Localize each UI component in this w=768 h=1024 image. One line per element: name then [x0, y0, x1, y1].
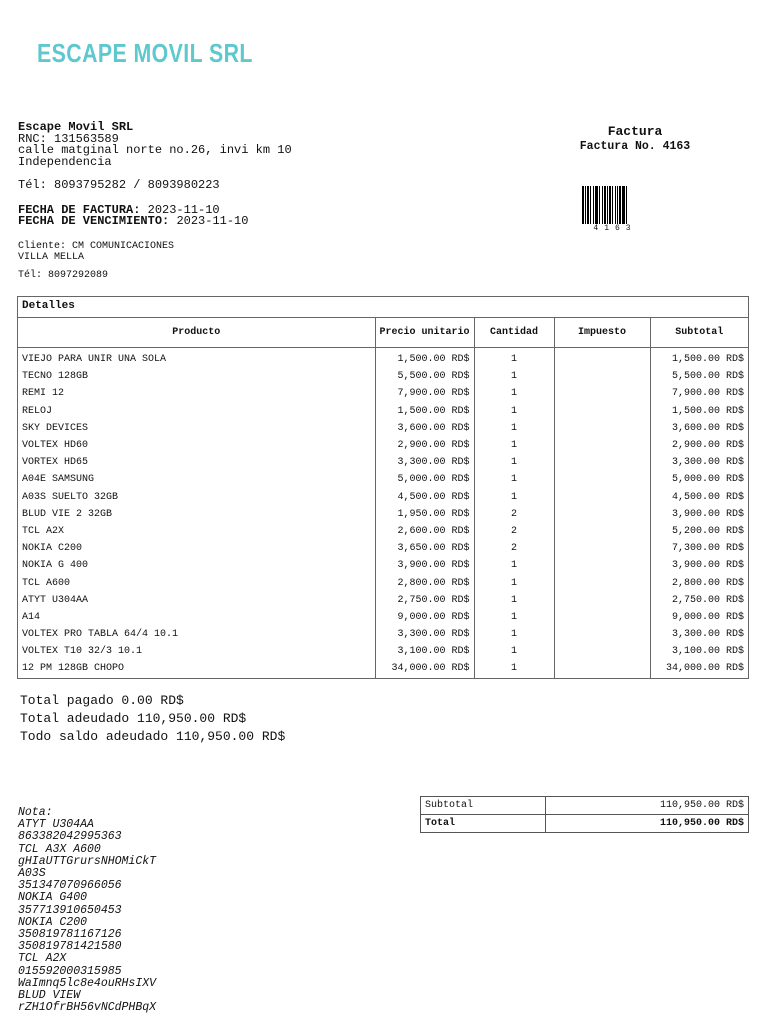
company-address-line1: calle matginal norte no.26, invi km 10	[18, 143, 292, 157]
cell-producto: SKY DEVICES	[18, 420, 375, 437]
cell-subtotal: 34,000.00 RD$	[650, 660, 748, 677]
cell-precio: 3,300.00 RD$	[375, 626, 474, 643]
cell-precio: 2,800.00 RD$	[375, 574, 474, 591]
cell-producto: NOKIA G 400	[18, 557, 375, 574]
cell-precio: 1,950.00 RD$	[375, 506, 474, 523]
client-location: VILLA MELLA	[18, 251, 85, 263]
notes-line: ATYT U304AA	[18, 818, 94, 832]
cell-precio: 1,500.00 RD$	[375, 348, 474, 369]
cell-cantidad: 1	[474, 348, 554, 369]
summary-subtotal-value: 110,950.00 RD$	[545, 797, 748, 815]
table-row	[18, 506, 748, 523]
cell-cantidad: 1	[474, 626, 554, 643]
cell-cantidad: 1	[474, 437, 554, 454]
cell-impuesto	[554, 643, 650, 660]
cell-impuesto	[554, 348, 650, 369]
details-section	[17, 296, 749, 679]
cell-precio: 5,500.00 RD$	[375, 368, 474, 385]
client-phone: Tél: 8097292089	[18, 270, 109, 281]
notes-line: 350819781421580	[18, 940, 122, 954]
summary-subtotal-row	[421, 797, 749, 815]
notes-line: TCL A2X	[18, 952, 67, 966]
cell-impuesto	[554, 660, 650, 677]
cell-impuesto	[554, 437, 650, 454]
cell-cantidad: 1	[474, 385, 554, 402]
cell-precio: 5,000.00 RD$	[375, 471, 474, 488]
company-phone: Tél: 8093795282 / 8093980223	[18, 178, 220, 192]
details-title: Detalles	[18, 297, 748, 318]
cell-precio: 3,600.00 RD$	[375, 420, 474, 437]
cell-cantidad: 1	[474, 403, 554, 420]
cell-subtotal: 1,500.00 RD$	[650, 403, 748, 420]
notes-line: rZH1OfrBH56vNCdPHBqX	[18, 1001, 157, 1015]
table-row	[18, 574, 748, 591]
cell-producto: TCL A600	[18, 574, 375, 591]
table-row	[18, 523, 748, 540]
cell-impuesto	[554, 592, 650, 609]
cell-subtotal: 9,000.00 RD$	[650, 609, 748, 626]
cell-subtotal: 3,900.00 RD$	[650, 557, 748, 574]
cell-subtotal: 2,900.00 RD$	[650, 437, 748, 454]
invoice-number: Factura No. 4163	[579, 140, 691, 153]
notes-line: 015592000315985	[18, 964, 122, 978]
notes-line: NOKIA C200	[18, 915, 88, 929]
summary-total-label: Total	[421, 815, 546, 833]
cell-cantidad: 1	[474, 574, 554, 591]
due-date: 2023-11-10	[176, 214, 249, 228]
totals-block	[20, 692, 285, 746]
cell-impuesto	[554, 489, 650, 506]
cell-producto: TCL A2X	[18, 523, 375, 540]
company-address-line2: Independencia	[18, 154, 112, 169]
cell-impuesto	[554, 626, 650, 643]
cell-producto: BLUD VIE 2 32GB	[18, 506, 375, 523]
company-rnc: RNC: 131563589	[18, 131, 119, 146]
table-row	[18, 471, 748, 488]
notes-line: TCL A3X A600	[18, 842, 101, 856]
items-table	[18, 318, 748, 678]
cell-cantidad: 1	[474, 592, 554, 609]
cell-subtotal: 3,900.00 RD$	[650, 506, 748, 523]
cell-precio: 2,750.00 RD$	[375, 592, 474, 609]
cell-cantidad: 2	[474, 523, 554, 540]
header-producto: Producto	[18, 318, 375, 348]
cell-subtotal: 2,800.00 RD$	[650, 574, 748, 591]
items-body	[18, 348, 748, 678]
summary-total-row	[421, 815, 749, 833]
cell-subtotal: 3,100.00 RD$	[650, 643, 748, 660]
header-impuesto: Impuesto	[554, 318, 650, 348]
cell-producto: ATYT U304AA	[18, 592, 375, 609]
table-row	[18, 609, 748, 626]
summary-subtotal-label: Subtotal	[421, 797, 546, 815]
cell-subtotal: 4,500.00 RD$	[650, 489, 748, 506]
cell-precio: 3,100.00 RD$	[375, 643, 474, 660]
cell-producto: RELOJ	[18, 403, 375, 420]
cell-producto: A04E SAMSUNG	[18, 471, 375, 488]
company-info	[18, 122, 292, 228]
cell-subtotal: 7,300.00 RD$	[650, 540, 748, 557]
notes-label: Nota:	[18, 806, 53, 819]
cell-impuesto	[554, 557, 650, 574]
cell-impuesto	[554, 368, 650, 385]
cell-precio: 3,900.00 RD$	[375, 557, 474, 574]
table-row	[18, 540, 748, 557]
invoice-header	[540, 124, 730, 153]
table-row	[18, 348, 748, 369]
notes-line: A03S	[18, 867, 46, 881]
cell-producto: VOLTEX HD60	[18, 437, 375, 454]
cell-cantidad: 1	[474, 660, 554, 677]
cell-producto: VIEJO PARA UNIR UNA SOLA	[18, 348, 375, 369]
cell-cantidad: 1	[474, 368, 554, 385]
notes-line: 357713910650453	[18, 903, 122, 917]
cell-subtotal: 3,600.00 RD$	[650, 420, 748, 437]
cell-impuesto	[554, 574, 650, 591]
invoice-title: Factura	[607, 124, 663, 139]
cell-impuesto	[554, 385, 650, 402]
table-row	[18, 420, 748, 437]
cell-precio: 34,000.00 RD$	[375, 660, 474, 677]
cell-impuesto	[554, 454, 650, 471]
cell-subtotal: 7,900.00 RD$	[650, 385, 748, 402]
cell-precio: 2,600.00 RD$	[375, 523, 474, 540]
client-info	[18, 242, 174, 282]
notes-line: gHIaUTTGrursNHOMiCkT	[18, 854, 157, 868]
cell-precio: 9,000.00 RD$	[375, 609, 474, 626]
cell-producto: VORTEX HD65	[18, 454, 375, 471]
cell-producto: NOKIA C200	[18, 540, 375, 557]
due-date-row	[18, 216, 292, 228]
summary-table	[420, 796, 749, 833]
notes-line: WaImnq5lc8e4ouRHsIXV	[18, 976, 157, 990]
cell-subtotal: 1,500.00 RD$	[650, 348, 748, 369]
header-cantidad: Cantidad	[474, 318, 554, 348]
cell-cantidad: 1	[474, 420, 554, 437]
client-name: Cliente: CM COMUNICACIONES	[18, 241, 175, 252]
cell-subtotal: 5,500.00 RD$	[650, 368, 748, 385]
cell-producto: VOLTEX T10 32/3 10.1	[18, 643, 375, 660]
header-precio: Precio unitario	[375, 318, 474, 348]
cell-subtotal: 3,300.00 RD$	[650, 454, 748, 471]
cell-producto: A03S SUELTO 32GB	[18, 489, 375, 506]
cell-cantidad: 1	[474, 489, 554, 506]
invoice-date: 2023-11-10	[147, 202, 220, 217]
notes-line: BLUD VIEW	[18, 989, 81, 1003]
barcode	[582, 186, 644, 232]
cell-cantidad: 1	[474, 557, 554, 574]
table-row	[18, 660, 748, 677]
cell-producto: A14	[18, 609, 375, 626]
cell-subtotal: 5,200.00 RD$	[650, 523, 748, 540]
table-row	[18, 643, 748, 660]
table-row	[18, 437, 748, 454]
company-name: Escape Movil SRL	[18, 120, 134, 134]
cell-precio: 2,900.00 RD$	[375, 437, 474, 454]
notes-line: 863382042995363	[18, 830, 122, 844]
due-date-label: FECHA DE VENCIMIENTO:	[18, 214, 170, 228]
cell-producto: 12 PM 128GB CHOPO	[18, 660, 375, 677]
summary-total-value: 110,950.00 RD$	[545, 815, 748, 833]
table-row	[18, 385, 748, 402]
barcode-bars	[582, 186, 644, 224]
cell-impuesto	[554, 540, 650, 557]
cell-producto: TECNO 128GB	[18, 368, 375, 385]
notes-line: 350819781167126	[18, 928, 122, 942]
table-row	[18, 626, 748, 643]
barcode-number: 4163	[593, 224, 637, 233]
cell-precio: 3,650.00 RD$	[375, 540, 474, 557]
cell-subtotal: 5,000.00 RD$	[650, 471, 748, 488]
table-row	[18, 454, 748, 471]
cell-cantidad: 1	[474, 609, 554, 626]
notes-line: 351347070966056	[18, 879, 122, 893]
cell-cantidad: 1	[474, 643, 554, 660]
items-header-row	[18, 318, 748, 348]
cell-impuesto	[554, 420, 650, 437]
cell-producto: VOLTEX PRO TABLA 64/4 10.1	[18, 626, 375, 643]
cell-cantidad: 2	[474, 506, 554, 523]
total-paid: Total pagado 0.00 RD$	[20, 693, 184, 708]
cell-precio: 1,500.00 RD$	[375, 403, 474, 420]
balance-due: Todo saldo adeudado 110,950.00 RD$	[20, 729, 286, 744]
header-subtotal: Subtotal	[650, 318, 748, 348]
cell-precio: 4,500.00 RD$	[375, 489, 474, 506]
cell-precio: 3,300.00 RD$	[375, 454, 474, 471]
cell-cantidad: 1	[474, 471, 554, 488]
table-row	[18, 403, 748, 420]
company-logo: ESCAPE MOVIL SRL	[37, 38, 253, 68]
invoice-date-label: FECHA DE FACTURA:	[18, 202, 141, 217]
cell-impuesto	[554, 506, 650, 523]
cell-impuesto	[554, 609, 650, 626]
cell-impuesto	[554, 523, 650, 540]
notes-block	[18, 807, 156, 1014]
table-row	[18, 557, 748, 574]
cell-impuesto	[554, 403, 650, 420]
table-row	[18, 592, 748, 609]
notes-line: NOKIA G400	[18, 891, 88, 905]
cell-impuesto	[554, 471, 650, 488]
table-row	[18, 368, 748, 385]
cell-precio: 7,900.00 RD$	[375, 385, 474, 402]
table-row	[18, 489, 748, 506]
cell-subtotal: 3,300.00 RD$	[650, 626, 748, 643]
total-due: Total adeudado 110,950.00 RD$	[20, 711, 247, 726]
cell-subtotal: 2,750.00 RD$	[650, 592, 748, 609]
cell-cantidad: 1	[474, 454, 554, 471]
cell-producto: REMI 12	[18, 385, 375, 402]
cell-cantidad: 2	[474, 540, 554, 557]
